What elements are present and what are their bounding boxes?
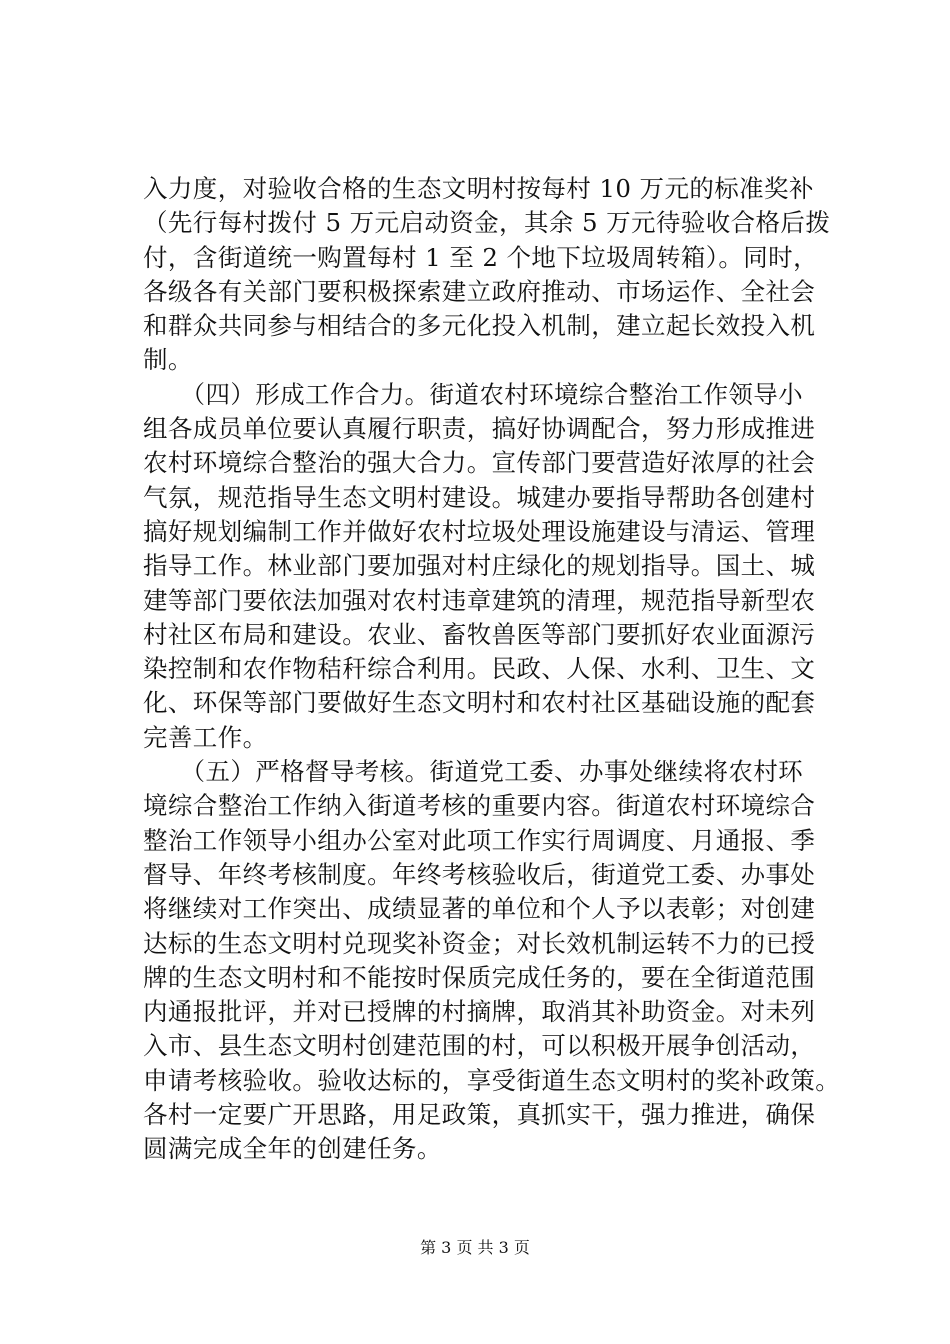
text-line: 各级各有关部门要积极探索建立政府推动、市场运作、全社会 — [143, 276, 816, 306]
document-body — [143, 172, 843, 1167]
text-line: 申请考核验收。验收达标的，享受街道生态文明村的奖补政策。 — [143, 1065, 841, 1095]
text-line: 搞好规划编制工作并做好农村垃圾处理设施建设与清运、管理 — [143, 516, 816, 546]
text-line: 组各成员单位要认真履行职责，搞好协调配合，努力形成推进 — [143, 414, 816, 444]
text-line: 建等部门要依法加强对农村违章建筑的清理，规范指导新型农 — [143, 585, 816, 615]
text-line: 制。 — [143, 345, 193, 375]
text-line: 入市、县生态文明村创建范围的村，可以积极开展争创活动， — [143, 1031, 816, 1061]
text-line: 完善工作。 — [143, 722, 268, 752]
text-line: 入力度，对验收合格的生态文明村按每村 10 万元的标准奖补 — [143, 174, 814, 203]
text-line: （先行每村拨付 5 万元启动资金，其余 5 万元待验收合格后拨 — [143, 208, 831, 238]
text-line: 圆满完成全年的创建任务。 — [143, 1134, 442, 1164]
text-line: 农村环境综合整治的强大合力。宣传部门要营造好浓厚的社会 — [143, 448, 816, 478]
text-line: 气氛，规范指导生态文明村建设。城建办要指导帮助各创建村 — [143, 482, 816, 512]
text-line: 化、环保等部门要做好生态文明村和农村社区基础设施的配套 — [143, 688, 816, 718]
text-line: （五）严格督导考核。街道党工委、办事处继续将农村环 — [143, 757, 804, 787]
text-line: 督导、年终考核制度。年终考核验收后，街道党工委、办事处 — [143, 859, 816, 889]
text-line: 将继续对工作突出、成绩显著的单位和个人予以表彰；对创建 — [143, 894, 816, 924]
text-line: 牌的生态文明村和不能按时保质完成任务的，要在全街道范围 — [143, 962, 816, 992]
text-line: 付，含街道统一购置每村 1 至 2 个地下垃圾周转箱）。同时， — [143, 242, 818, 272]
text-line: 各村一定要广开思路，用足政策，真抓实干，强力推进，确保 — [143, 1100, 816, 1130]
text-line: 和群众共同参与相结合的多元化投入机制，建立起长效投入机 — [143, 311, 816, 341]
text-line: 整治工作领导小组办公室对此项工作实行周调度、月通报、季 — [143, 825, 816, 855]
text-line: 内通报批评，并对已授牌的村摘牌，取消其补助资金。对未列 — [143, 997, 816, 1027]
text-line: 染控制和农作物秸秆综合利用。民政、人保、水利、卫生、文 — [143, 654, 816, 684]
text-line: 境综合整治工作纳入街道考核的重要内容。街道农村环境综合 — [143, 791, 816, 821]
text-line: （四）形成工作合力。街道农村环境综合整治工作领导小 — [143, 379, 804, 409]
text-line: 达标的生态文明村兑现奖补资金；对长效机制运转不力的已授 — [143, 928, 816, 958]
text-line: 村社区布局和建设。农业、畜牧兽医等部门要抓好农业面源污 — [143, 619, 816, 649]
text-line: 指导工作。林业部门要加强对村庄绿化的规划指导。国土、城 — [143, 551, 816, 581]
page-number-footer: 第 3 页 共 3 页 — [420, 1238, 530, 1257]
